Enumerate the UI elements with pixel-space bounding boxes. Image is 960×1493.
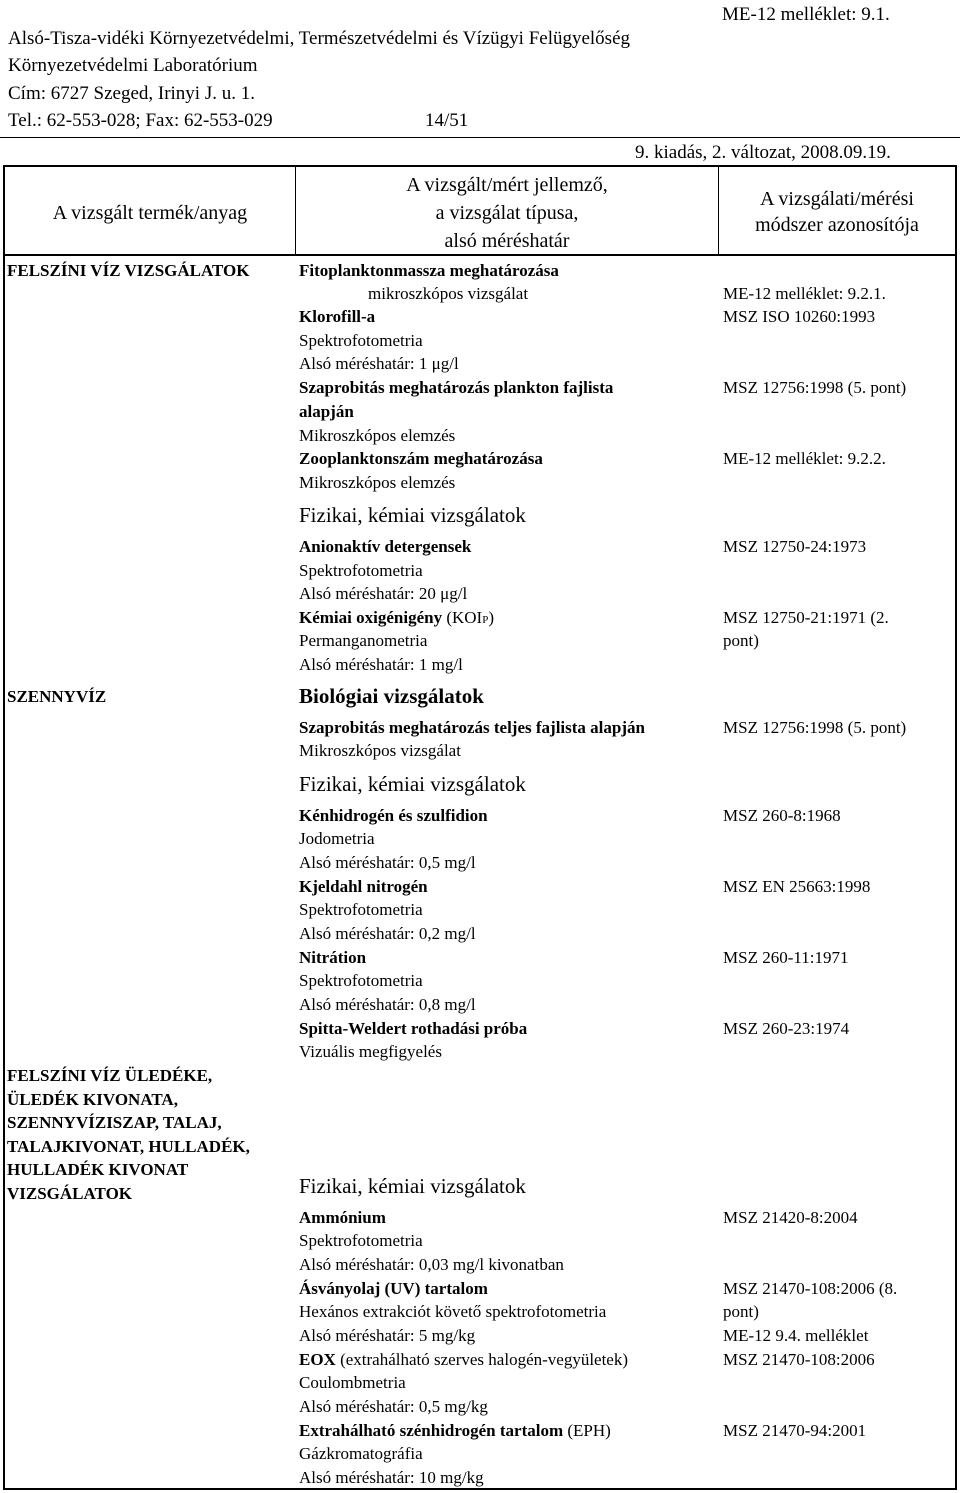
param-line: Jodometria: [299, 829, 375, 848]
param-line: Spektrofotometria: [299, 561, 423, 580]
param-line: Alsó méréshatár: 20 μg/l: [299, 584, 468, 603]
param-line: Alsó méréshatár: 0,5 mg/l: [299, 853, 476, 872]
param-eph: Extrahálható szénhidrogén tartalom (EPH): [299, 1421, 611, 1440]
column-header-product: A vizsgált termék/anyag: [52, 202, 248, 224]
param-line: Spektrofotometria: [299, 1231, 423, 1250]
param-line: Alsó méréshatár: 10 mg/kg: [299, 1468, 484, 1487]
param-line: Alsó méréshatár: 0,5 mg/kg: [299, 1397, 488, 1416]
param-hydrogen-sulfide: Kénhidrogén és szulfidion: [299, 806, 488, 825]
method-id: MSZ 21470-94:2001: [723, 1421, 867, 1440]
method-id: MSZ 21470-108:2006 (8.: [723, 1279, 898, 1298]
param-saprobity-plankton: Szaprobitás meghatározás plankton fajlista: [299, 378, 614, 397]
param-zooplankton: Zooplanktonszám meghatározása: [299, 449, 543, 468]
param-line: Hexános extrakciót követő spektrofotometria: [299, 1302, 607, 1321]
param-spitta-weldert: Spitta-Weldert rothadási próba: [299, 1019, 528, 1038]
param-nitrate: Nitrátion: [299, 948, 367, 967]
column-header-parameter-l3: alsó méréshatár: [444, 230, 570, 252]
param-ammonium: Ammónium: [299, 1208, 386, 1227]
param-anionic-detergents: Anionaktív detergensek: [299, 537, 472, 556]
method-id: pont): [723, 631, 759, 650]
section-heading: Biológiai vizsgálatok: [299, 684, 484, 708]
param-line: Coulombmetria: [299, 1373, 406, 1392]
method-id: MSZ 21420-8:2004: [723, 1208, 858, 1227]
param-phytoplankton: Fitoplanktonmassza meghatározása: [299, 261, 559, 280]
param-line: Mikroszkópos vizsgálat: [299, 741, 461, 760]
org-name: Alsó-Tisza-vidéki Környezetvédelmi, Természetvédelmi és Vízügyi Felügyelőség: [8, 28, 631, 49]
method-id: ME-12 melléklet: 9.2.1.: [723, 284, 886, 303]
param-line: Gázkromatográfia: [299, 1444, 423, 1463]
param-line: Vizuális megfigyelés: [299, 1042, 442, 1061]
method-id: MSZ 12750-24:1973: [723, 537, 867, 556]
product-wastewater: SZENNYVÍZ: [7, 687, 107, 706]
param-line: Permanganometria: [299, 631, 428, 650]
column-header-method-l2: módszer azonosítója: [755, 214, 919, 236]
param-line: Mikroszkópos elemzés: [299, 473, 456, 492]
section-heading: Fizikai, kémiai vizsgálatok: [299, 1174, 526, 1198]
param-eox: EOX (extrahálható szerves halogén-vegyületek): [299, 1350, 629, 1369]
method-id: MSZ 260-8:1968: [723, 806, 841, 825]
method-id: MSZ 260-23:1974: [723, 1019, 850, 1038]
method-id: MSZ 12750-21:1971 (2.: [723, 608, 889, 627]
method-id: pont): [723, 1302, 759, 1321]
param-line: Alsó méréshatár: 5 mg/kg: [299, 1326, 476, 1345]
method-id: MSZ 21470-108:2006: [723, 1350, 875, 1369]
param-chlorophyll: Klorofill-a: [299, 307, 376, 326]
document-ref: ME-12 melléklet: 9.1.: [722, 4, 890, 25]
header-rule: [0, 137, 960, 138]
param-line: Alsó méréshatár: 1 μg/l: [299, 354, 459, 373]
product-sediment-l4: TALAJKIVONAT, HULLADÉK,: [7, 1137, 250, 1156]
lab-name: Környezetvédelmi Laboratórium: [8, 55, 258, 76]
product-sediment-l3: SZENNYVÍZISZAP, TALAJ,: [7, 1113, 222, 1132]
product-sediment-l5: HULLADÉK KIVONAT: [7, 1160, 189, 1179]
param-mineral-oil: Ásványolaj (UV) tartalom: [299, 1279, 488, 1298]
method-id: MSZ EN 25663:1998: [723, 877, 871, 896]
address: Cím: 6727 Szeged, Irinyi J. u. 1.: [8, 83, 255, 104]
method-id: MSZ 12756:1998 (5. pont): [723, 718, 907, 737]
column-header-method-l1: A vizsgálati/mérési: [760, 188, 914, 210]
column-header-parameter-l1: A vizsgált/mért jellemző,: [406, 174, 608, 196]
product-sediment-l2: ÜLEDÉK KIVONATA,: [7, 1090, 178, 1109]
param-line: Alsó méréshatár: 0,2 mg/l: [299, 924, 476, 943]
param-line: Spektrofotometria: [299, 900, 423, 919]
method-id: ME-12 melléklet: 9.2.2.: [723, 449, 886, 468]
product-sediment-l1: FELSZÍNI VÍZ ÜLEDÉKE,: [7, 1066, 213, 1085]
edition: 9. kiadás, 2. változat, 2008.09.19.: [635, 142, 891, 163]
param-line: mikroszkópos vizsgálat: [368, 284, 529, 303]
param-line: alapján: [299, 402, 354, 421]
param-kjeldahl: Kjeldahl nitrogén: [299, 877, 428, 896]
column-header-parameter-l2: a vizsgálat típusa,: [435, 202, 579, 224]
param-cod: Kémiai oxigénigény (KOIP): [299, 608, 495, 627]
param-line: Alsó méréshatár: 0,8 mg/l: [299, 995, 476, 1014]
param-line: Mikroszkópos elemzés: [299, 426, 456, 445]
param-saprobity-full: Szaprobitás meghatározás teljes fajlista alapján: [299, 718, 645, 737]
product-surface-water: FELSZÍNI VÍZ VIZSGÁLATOK: [7, 261, 250, 280]
param-line: Alsó méréshatár: 1 mg/l: [299, 655, 463, 674]
page-number: 14/51: [425, 110, 469, 131]
method-id: MSZ ISO 10260:1993: [723, 307, 876, 326]
method-id: ME-12 9.4. melléklet: [723, 1326, 869, 1345]
param-line: Alsó méréshatár: 0,03 mg/l kivonatban: [299, 1255, 564, 1274]
method-id: MSZ 260-11:1971: [723, 948, 849, 967]
phone-fax: Tel.: 62-553-028; Fax: 62-553-029: [8, 110, 273, 131]
section-heading: Fizikai, kémiai vizsgálatok: [299, 772, 526, 796]
method-id: MSZ 12756:1998 (5. pont): [723, 378, 907, 397]
param-line: Spektrofotometria: [299, 331, 423, 350]
section-heading: Fizikai, kémiai vizsgálatok: [299, 503, 526, 527]
product-sediment-l6: VIZSGÁLATOK: [7, 1184, 133, 1203]
param-line: Spektrofotometria: [299, 971, 423, 990]
